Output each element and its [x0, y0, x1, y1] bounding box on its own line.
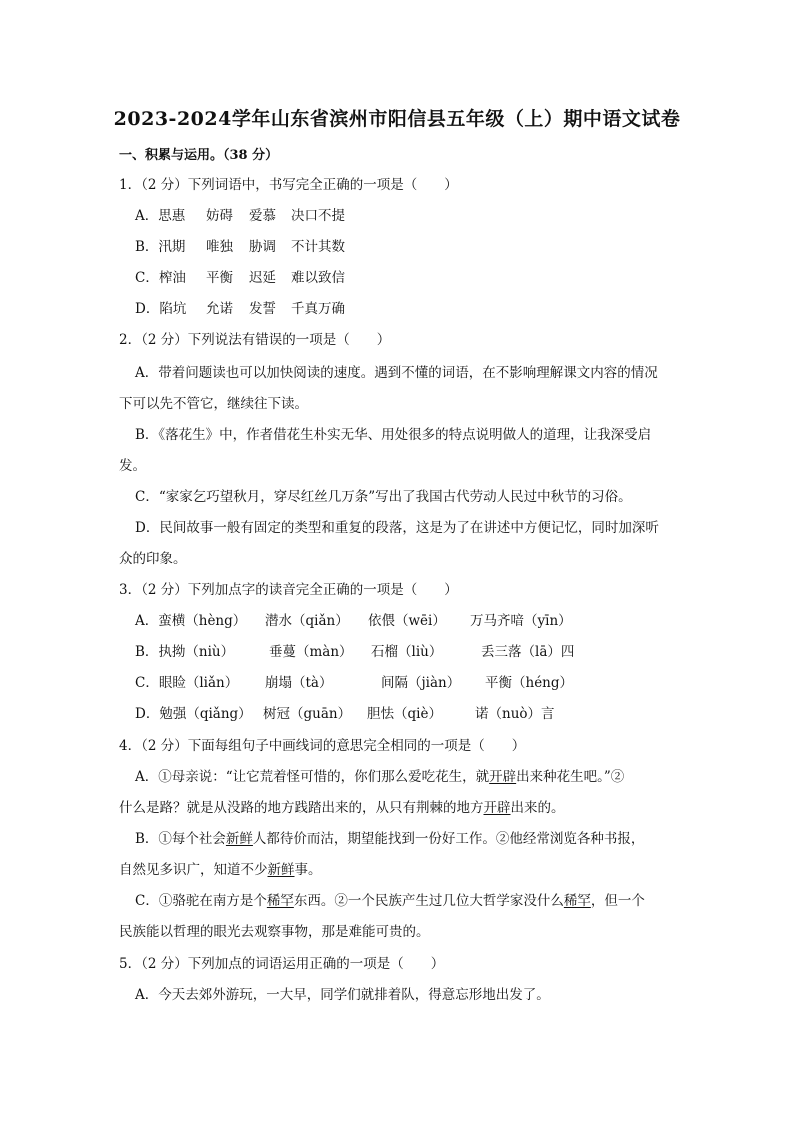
option-word: C．榨油 — [135, 270, 186, 286]
underlined-word: 开辟 — [483, 800, 511, 816]
option-word: 石榴（liù） — [371, 644, 443, 660]
option-word: 迟延 — [249, 270, 276, 286]
option-word: 丢三落（lā）四 — [481, 644, 575, 660]
question-1-option-b — [135, 238, 345, 256]
text-segment: A．①母亲说：“让它荒着怪可惜的，你们那么爱吃花生，就 — [135, 769, 490, 785]
question-2-stem: 2．（2 分）下列说法有错误的一项是（ ） — [119, 332, 391, 348]
option-word: 间隔（jiàn） — [381, 675, 461, 691]
question-1-option-d — [135, 300, 345, 318]
text-segment: B．①每个社会 — [135, 831, 226, 847]
question-5-stem: 5．（2 分）下列加点的词语运用正确的一项是（ ） — [119, 956, 445, 972]
text-segment: 东西。②一个民族产生过几位大哲学家没什么 — [293, 893, 564, 909]
question-2-option-d: D．民间故事一般有固定的类型和重复的段落，这是为了在讲述中方便记忆，同时加深听 — [135, 520, 659, 536]
question-4-option-a-cont — [119, 799, 565, 817]
option-word: 胁调 — [249, 239, 276, 255]
text-segment: 出来种花生吧。”② — [516, 769, 625, 785]
question-4-option-b-cont — [119, 861, 322, 879]
question-3-option-d — [135, 705, 555, 723]
option-word: 唯独 — [206, 239, 233, 255]
question-3-stem: 3．（2 分）下列加点字的读音完全正确的一项是（ ） — [119, 582, 458, 598]
option-word: 树冠（guān） — [263, 706, 352, 722]
question-2-option-c: C．“家家乞巧望秋月，穿尽红丝几万条”写出了我国古代劳动人民过中秋节的习俗。 — [135, 489, 632, 505]
option-word: 妨碍 — [206, 208, 233, 224]
question-2-option-b: B．《落花生》中，作者借花生朴实无华、用处很多的特点说明做人的道理，让我深受启 — [135, 427, 652, 443]
question-3-option-c — [135, 674, 573, 692]
question-2-option-a-cont: 下可以先不管它，继续往下读。 — [119, 396, 308, 412]
text-segment: 人都待价而沽，期望能找到一份好工作。②他经常浏览各种书报， — [252, 831, 645, 847]
option-word: 发誓 — [249, 301, 276, 317]
option-word: 允诺 — [206, 301, 233, 317]
underlined-word: 新鲜 — [267, 862, 295, 878]
text-segment: 什么是路？就是从没路的地方践踏出来的，从只有荆棘的地方 — [119, 800, 484, 816]
text-segment: 自然见多识广，知道不少 — [119, 862, 268, 878]
underlined-word: 稀罕 — [266, 893, 294, 909]
section-heading: 一、积累与运用。（38 分） — [119, 148, 279, 163]
question-3-option-b — [135, 643, 574, 661]
option-word: 胆怯（qiè） — [367, 706, 442, 722]
option-word: 崩塌（tà） — [265, 675, 333, 691]
question-4-option-b — [135, 830, 644, 848]
page-title: 2023-2024学年山东省滨州市阳信县五年级（上）期中语文试卷 — [113, 108, 681, 130]
question-4-option-c — [135, 892, 645, 910]
underlined-word: 新鲜 — [225, 831, 253, 847]
option-word: D．陷坑 — [135, 301, 187, 317]
text-segment: 出来的。 — [510, 800, 565, 816]
option-word: D．勉强（qiǎng） — [135, 706, 252, 722]
question-2-option-d-cont: 众的印象。 — [119, 551, 187, 567]
option-word: 平衡（héng） — [485, 675, 574, 691]
option-word: 垂蔓（màn） — [269, 644, 353, 660]
text-segment: 事。 — [294, 862, 322, 878]
question-2-option-a: A．带着问题读也可以加快阅读的速度。遇到不懂的词语，在不影响理解课文内容的情况 — [135, 365, 658, 381]
underlined-word: 稀罕 — [563, 893, 591, 909]
question-2-option-b-cont: 发。 — [119, 458, 146, 474]
option-word: 依偎（wēi） — [368, 613, 446, 629]
question-4-option-c-cont: 民族能以哲理的眼光去观察事物，那是难能可贵的。 — [119, 924, 430, 940]
option-word: 不计其数 — [291, 239, 345, 255]
option-word: 平衡 — [206, 270, 233, 286]
question-1-stem: 1．（2 分）下列词语中，书写完全正确的一项是（ ） — [119, 177, 458, 193]
option-word: B．汛期 — [135, 239, 186, 255]
option-word: A．蛮横（hèng） — [135, 613, 247, 629]
question-4-option-a — [135, 768, 624, 786]
question-1-option-c — [135, 269, 345, 287]
option-word: 决口不提 — [291, 208, 345, 224]
option-word: 潜水（qiǎn） — [265, 613, 349, 629]
option-word: 千真万确 — [291, 301, 345, 317]
option-word: 难以致信 — [291, 270, 345, 286]
option-word: 万马齐喑（yīn） — [470, 613, 572, 629]
question-4-stem: 4．（2 分）下面每组句子中画线词的意思完全相同的一项是（ ） — [119, 738, 526, 754]
option-word: B．执拗（niù） — [135, 644, 235, 660]
text-segment: ，但一个 — [590, 893, 645, 909]
question-3-option-a — [135, 612, 572, 630]
text-segment: C．①骆驼在南方是个 — [135, 893, 267, 909]
question-1-option-a — [135, 207, 345, 225]
option-word: 爱慕 — [249, 208, 276, 224]
option-word: 诺（nuò）言 — [475, 706, 555, 722]
option-word: C．眼睑（liǎn） — [135, 675, 239, 691]
option-word: A．思惠 — [135, 208, 186, 224]
underlined-word: 开辟 — [489, 769, 517, 785]
question-5-option-a: A．今天去郊外游玩，一大早，同学们就排着队，得意忘形地出发了。 — [135, 987, 550, 1003]
